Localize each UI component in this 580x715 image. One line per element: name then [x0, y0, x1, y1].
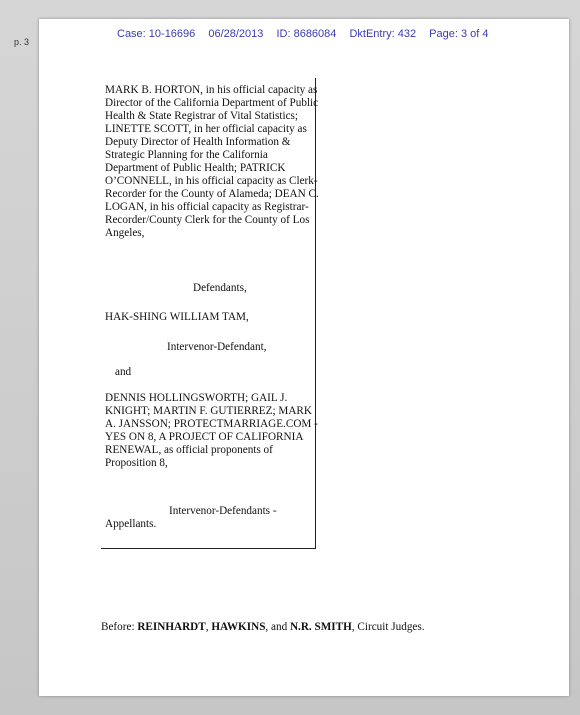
panel-sep-1: ,	[205, 621, 212, 633]
judge-reinhardt: REINHARDT	[137, 621, 206, 633]
header-docket-entry: DktEntry: 432	[349, 28, 417, 40]
judge-hawkins: HAWKINS	[211, 621, 266, 633]
header-case: Case: 10-16696	[117, 28, 196, 40]
page-number-label: p. 3	[14, 37, 30, 47]
judge-smith: N.R. SMITH	[289, 621, 352, 633]
caption-intervenor-label: Intervenor-Defendant,	[167, 341, 267, 353]
caption-appellants-label	[105, 505, 320, 531]
panel-suffix: , Circuit Judges.	[351, 621, 425, 633]
panel-line	[101, 621, 425, 633]
caption-defendants-label: Defendants,	[193, 282, 247, 294]
filing-header	[117, 28, 557, 40]
caption-intervenor-name: HAK-SHING WILLIAM TAM,	[105, 311, 249, 323]
header-id: ID: 8686084	[276, 28, 337, 40]
header-date: 06/28/2013	[208, 28, 264, 40]
header-page: Page: 3 of 4	[429, 28, 489, 40]
caption-and: and	[115, 366, 132, 378]
appellants-line-2: Appellants.	[105, 518, 157, 530]
panel-sep-2: , and	[265, 621, 290, 633]
document-page	[39, 19, 569, 696]
caption-proponents-list: DENNIS HOLLINGSWORTH; GAIL J. KNIGHT; MARTIN F. GUTIERREZ; MARK A. JANSSON; PROTECTMARRIAGE.COM - YES ON 8, A PROJECT OF CALIFORNIA RENEWAL, as official proponents of Proposition 8,	[105, 392, 318, 469]
appellants-line-1: Intervenor-Defendants -	[169, 505, 277, 517]
caption-defendants-list: MARK B. HORTON, in his official capacity as Director of the California Department of Public Health & State Registrar of Vital Statistics; LINETTE SCOTT, in her official capacity as Deputy Director of Health Information & Strategic Planning for the California Department of Public Health; PATRICK O’CONNELL, in his official capacity as Clerk-Recorder for the County of Alameda; DEAN C. LOGAN, in his official capacity as Registrar-Recorder/County Clerk for the County of Los Angeles,	[105, 84, 319, 239]
panel-prefix: Before:	[101, 621, 138, 633]
